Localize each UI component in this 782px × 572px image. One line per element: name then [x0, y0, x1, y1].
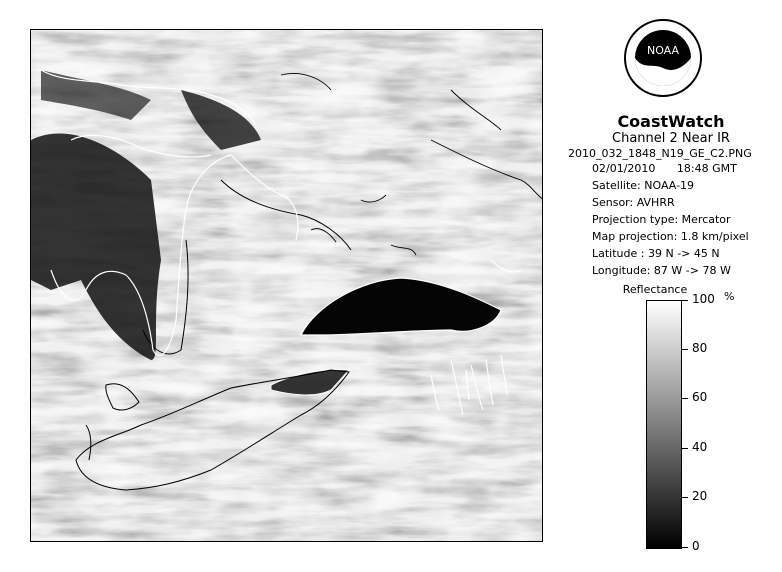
scale-title: Reflectance: [622, 283, 688, 296]
scale-tick: [682, 448, 688, 449]
satellite-map-svg: [31, 30, 543, 542]
scale-label-40: 40: [692, 440, 708, 454]
scale-unit: %: [724, 290, 735, 303]
time-value: 18:48 GMT: [676, 162, 737, 175]
sensor-label: Sensor: AVHRR: [592, 196, 675, 209]
reflectance-scale-bar: [646, 300, 682, 549]
scale-tick: [682, 547, 688, 548]
longitude-label: Longitude: 87 W -> 78 W: [592, 264, 731, 277]
map-projection-label: Map projection: 1.8 km/pixel: [592, 230, 749, 243]
satellite-label: Satellite: NOAA-19: [592, 179, 695, 192]
noaa-logo-text: NOAA: [646, 44, 680, 57]
date-value: 02/01/2010: [592, 162, 656, 175]
satellite-image: [30, 29, 543, 542]
latitude-label: Latitude : 39 N -> 45 N: [592, 247, 720, 260]
scale-tick: [682, 497, 688, 498]
scale-tick: [682, 300, 688, 301]
scale-label-100: 100: [692, 292, 715, 306]
scale-label-20: 20: [692, 489, 708, 503]
scale-label-60: 60: [692, 390, 708, 404]
app-title: CoastWatch: [617, 112, 725, 131]
scale-label-80: 80: [692, 341, 708, 355]
filename-label: 2010_032_1848_N19_GE_C2.PNG: [568, 147, 752, 160]
channel-subtitle: Channel 2 Near IR: [612, 131, 730, 146]
scale-tick: [682, 398, 688, 399]
date-label: [592, 162, 737, 176]
scale-tick: [682, 349, 688, 350]
noaa-logo-svg: [623, 18, 703, 98]
projection-type-label: Projection type: Mercator: [592, 213, 731, 226]
noaa-logo: [623, 18, 703, 98]
scale-label-0: 0: [692, 539, 700, 553]
